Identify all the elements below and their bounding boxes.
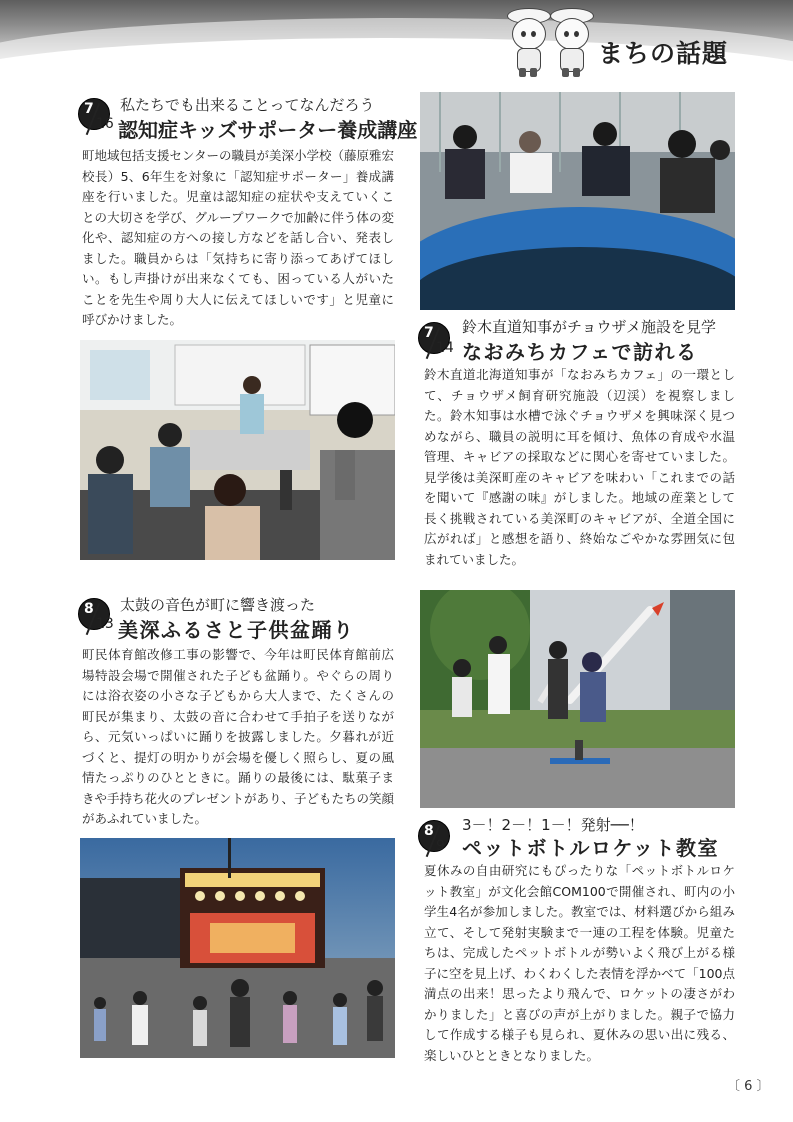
article-headline: ペットボトルロケット教室 (462, 836, 719, 860)
mascot-illustration (505, 8, 551, 78)
bon-odori-photo (80, 838, 395, 1058)
article-body: 鈴木直道北海道知事が「なおみちカフェ」の一環として、チョウザメ飼育研究施設（辺渓）を視察しました。鈴木知事は水槽で泳ぐチョウザメを興味深く見つめながら、職員の説明に耳を傾け、魚体の育成や水温管理、キャビアの採取などに関心を寄せていました。見学後は美深町産のキャビアを味わい「これまでの話を聞いて『感謝の味』がしました。地域の産業として長く挑戦されている美深町のキャビアが、全道全国に広がれば」と感想を語り、終始なごやかな雰囲気に包まれていました。 (424, 367, 735, 567)
article-date: 7 16 (78, 98, 118, 138)
article-headline: 認知症キッズサポーター養成講座 (118, 118, 418, 142)
article-headline: なおみちカフェで訪れる (462, 340, 698, 364)
article-date: 8 13 (78, 598, 118, 638)
article-subtitle: 鈴木直道知事がチョウザメ施設を見学 (462, 318, 716, 336)
article-body: 夏休みの自由研究にもぴったりな「ペットボトルロケット教室」が文化会館COM100で開催され、町内の小学生4名が参加しました。教室では、材料選びから組み立て、そして発射実験まで一連の工程を体験。児童たちは、完成したペットボトルが勢いよく飛び上がる様子に空を見上げ、わくわくした表情を浮かべて「100点満点の出来！思ったより飛んで、ロケットの凄さがわかりました」と喜びの声が上がりました。親子で協力して作成する様子も見られ、夏休みの思い出に残る、楽しいひとときとなりました。 (424, 863, 735, 1063)
article-subtitle: 私たちでも出来ることってなんだろう (120, 96, 375, 114)
article-subtitle: 太鼓の音色が町に響き渡った (120, 596, 316, 614)
article-date: 7 14 (418, 322, 458, 362)
page-number: 〔 6 〕 (727, 1079, 770, 1094)
mascot-illustration (548, 8, 594, 78)
sturgeon-facility-photo (420, 92, 735, 310)
article-headline: 美深ふるさと子供盆踊り (118, 618, 355, 642)
classroom-photo (80, 340, 395, 560)
section-title: まちの話題 (598, 39, 729, 68)
article-body: 町地域包括支援センターの職員が美深小学校（藤原雅宏校長）5、6年生を対象に「認知症サポーター」養成講座を行いました。児童は認知症の症状や支えていくことの大切さを学び、グループワークで加齢に伴う体の変化や、認知症の方への接し方などを話し合い、発表しました。職員からは「気持ちに寄り添ってあげてほしい。もし声掛けが出来なくても、困っている人がいたことを先生や周り大人に伝えてほしいです」と児童に呼びかけました。 (82, 148, 395, 327)
article-subtitle: 3－！2－！1－！発射──！ (462, 816, 644, 834)
article-body: 町民体育館改修工事の影響で、今年は町民体育館前広場特設会場で開催された子ども盆踊り。やぐらの周りには浴衣姿の小さな子どもから大人まで、たくさんの町民が集まり、太鼓の音に合わせて手拍子を送りながら、元気いっぱいに踊りを披露しました。夕暮れが近づくと、提灯の明かりが会場を優しく照らし、夏の風情たっぷりのひとときに。踊りの最後には、駄菓子まきや手持ち花火のプレゼントがあり、子どもたちの笑顔があふれていました。 (82, 647, 395, 826)
article-date: 8 9 (418, 820, 458, 860)
rocket-launch-photo (420, 590, 735, 808)
